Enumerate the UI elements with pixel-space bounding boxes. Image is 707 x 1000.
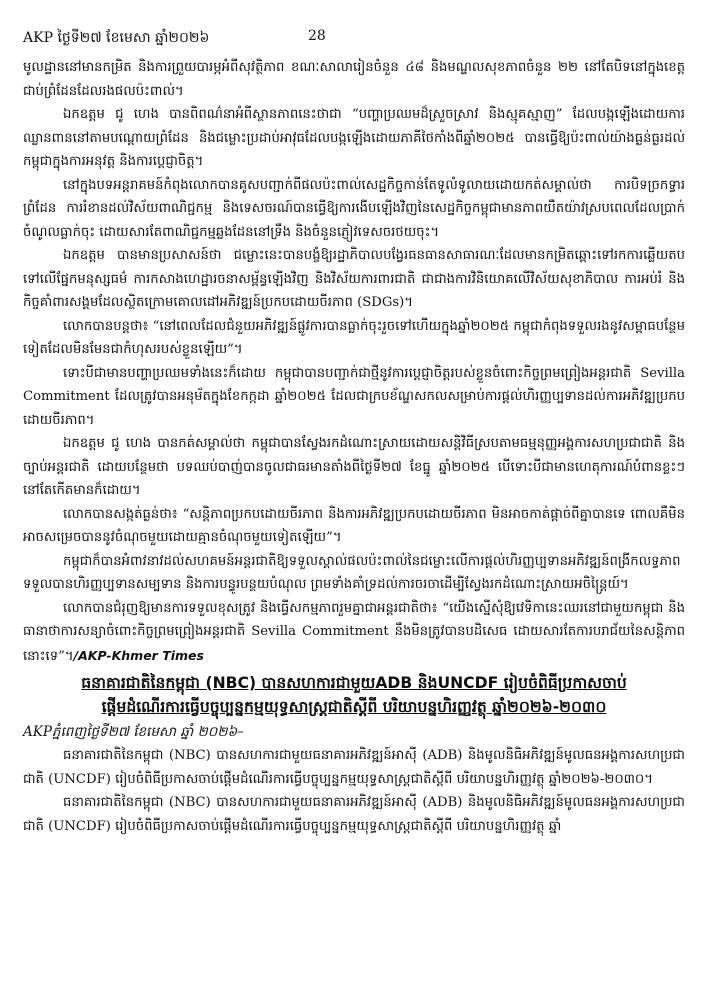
paragraph-8: លោកបានសង្កត់ធ្ងន់ថា៖ “សន្តិភាពប្រកបដោយចីរភាព និងការអភិវឌ្ឍប្រកបដោយចីរភាព មិនអាចកាត់ផ្តាច់ពីគ្នាបានទេ ពោលគឺមិនអាចសម្រេចបាននូវចំណុចមួយដោយគ្មានចំណុចមួយទៀតឡើយ”។ xyxy=(23,506,685,545)
page-number: 28 xyxy=(308,28,326,44)
paragraph-10 xyxy=(23,597,685,669)
paragraph-10-text: លោកបានជំរុញឱ្យមានការទទួលខុសត្រូវ និងធ្វើសកម្មភាពរួមគ្នាជាអន្តរជាតិថា៖ “យើងស្នើសុំឱ្យវេទិកានេះឈរនៅជាមួយកម្ពុជា និងធានាថាការសន្យាចំពោះកិច្ចព្រមព្រៀងអន្តរជាតិ Sevilla Commitment នឹងមិនត្រូវបានបដិសេធ ដោយសារតែការបរាជ័យនៃសន្តិភាពនោះទេ”។ xyxy=(23,600,685,664)
paragraph-3: នៅក្នុងបទអន្តរាគមន៍កំពុងលោកបានគូសបញ្ជាក់ពីផលប៉ះពាល់សេដ្ឋកិច្ចកាន់តែទូលំទូលាយដោយកត់សម្គាល់ថា ការបិទច្រកទ្វារព្រំដែន ការរំខានដល់វិស័យពាណិជ្ជកម្ម និងទេសចរណ៍បានធ្វើឱ្យការងើបឡើងវិញនៃសេដ្ឋកិច្ចកម្ពុជាមានភាពយឺតយ៉ាវស្របពេលដែលប្រាក់ចំណូលធ្លាក់ចុះ ដោយសារតែពាណិជ្ជកម្មឆ្លងដែននៅទ្រឹង និងចំនួនភ្ញៀវទេសចរថយចុះ។ xyxy=(23,177,685,240)
header-date: AKP ថ្ងៃទី២៧ ខែមេសា ឆ្នាំ២០២៦ xyxy=(23,30,210,46)
paragraph-1: មូលដ្ឋាននៅមានកម្រិត និងការព្រួយបារម្ភអំពីសុវត្ថិភាព ខណៈសាលារៀនចំនួន ៤៨ និងមណ្ឌលសុខភាពចំនួន ២២ នៅតែបិទនៅក្នុងខេត្តជាប់ព្រំដែនដែលរងផលប៉ះពាល់។ xyxy=(23,60,685,99)
paragraph-2: ឯកឧត្តម ជូ ហេង បានពិពណ៌នាអំពីស្ថានភាពនេះថាជា “បញ្ហាប្រឈមដ៏ស្រួចស្រាវ និងស្មុគស្មាញ” ដែលបង្កឡើងដោយការឈ្លានពាននៅតាមបណ្តោយព្រំដែន និងជម្លោះប្រដាប់អាវុធដែលបង្កឡើងដោយភាគីថៃកាំងពីឆ្នាំ២០២៥ បានធ្វើឱ្យប៉ះពាល់យ៉ាងធ្ងន់ធ្ងរដល់កម្ពុជាក្នុងការអនុវត្ត និងការបេ្តជ្ញាចិត្ត។ xyxy=(23,107,685,169)
paragraph-7: ឯកឧត្តម ជូ ហេង បានកត់សម្គាល់ថា កម្ពុជាបានស្វែងរកដំណោះស្រាយដោយសន្តិវិធីស្របតាមធម្មនុញ្ញអង្គការសហប្រជាជាតិ និងច្បាប់អន្តរជាតិ ដោយបន្ថែមថា បទឈប់បាញ់បានចូលជាធរមានតាំងពីថ្ងៃទី២៧ ខែធ្នូ ឆ្នាំ២០២៥ បើទោះបីជាមានហេតុការណ៍បំពានខ្លះៗនៅតែកើតមានក៏ដោយ។ xyxy=(23,436,685,498)
article-source: /AKP-Khmer Times xyxy=(73,647,204,663)
page-header xyxy=(23,28,683,52)
article-dateline: AKPភ្នំពេញថ្ងៃទី២៧ ខែមេសា ឆ្នាំ ២០២៦– xyxy=(23,724,244,740)
article-body xyxy=(23,56,685,838)
article2-paragraph-1: ធនាគារជាតិនៃកម្ពុជា (NBC) បានសហការជាមួយធនាគារអភិវឌ្ឍន៍អាស៊ី (ADB) និងមូលនិធិអភិវឌ្ឍន៍មូលធនអង្គការសហប្រជាជាតិ (UNCDF) រៀបចំពិធីប្រកាសចាប់ផ្តើមដំណើរការធ្វើបច្ចុប្បន្នកម្មយុទ្ធសាស្ត្រជាតិស្តីពី បរិយាបន្នហិរញ្ញវត្ថុ ឆ្នាំ២០២៦-២០៣០។ xyxy=(23,748,685,787)
paragraph-5: លោកបានបន្តថា៖ “នៅពេលដែលជំនួយអភិវឌ្ឍន៍ផ្លូវការបានធ្លាក់ចុះរួចទៅហើយក្នុងឆ្នាំ២០២៥ កម្ពុជាកំពុងទទួលរងនូវសម្ពាធបន្ថែមទៀតដែលមិនមែនជាកំហុសរបស់ខ្លួនឡើយ”។ xyxy=(23,318,685,357)
paragraph-9: កម្ពុជាក៏បានអំពាវនាវដល់សហគមន៍អន្តរជាតិឱ្យទទួលស្គាល់ផលប៉ះពាល់នៃជម្លោះលើការផ្តល់ហិរញ្ញប្បទានអភិវឌ្ឍន៍ពង្រីកលទ្ធភាពទទួលបានហិរញ្ញប្បទានសម្បទាន និងការបន្ធូរបន្ថយបំណុល ព្រមទាំងគាំទ្រដល់ការចរចាដើម្បីស្វែងរកដំណោះស្រាយអចិន្ត្រៃយ៍។ xyxy=(23,553,681,592)
article-headline xyxy=(23,671,685,719)
paragraph-6: ទោះបីជាមានបញ្ហាប្រឈមទាំងនេះក៏ដោយ កម្ពុជាបានបញ្ជាក់ជាថ្មីនូវការប្តេជ្ញាចិត្តរបស់ខ្លួនចំពោះកិច្ចព្រមព្រៀងអន្តរជាតិ Sevilla Commitment ដែលត្រូវបានអនុម័តក្នុងខែកក្កដា ឆ្នាំ២០២៥ ដែលជាក្របខ័ណ្ឌសកលសម្រាប់ការផ្តល់ហិរញ្ញប្បទានដល់ការអភិវឌ្ឍប្រកបដោយចីរភាព។ xyxy=(23,365,685,428)
paragraph-4: ឯកឧត្តម បានមានប្រសាសន៍ថា ជម្លោះនេះបានបង្ខំឱ្យរដ្ឋាភិបាលបង្វែរធនធានសាធារណៈដែលមានកម្រិតឆ្ពោះទៅរកការឆ្លើយតបទៅលើផ្នែកមនុស្សធម៌ ការកសាងហេដ្ឋារចនាសម្ព័ន្ធឡើងវិញ និងវិស័យការពារជាតិ ជាជាងការវិនិយោគលើវិស័យសុខាភិបាល ការអប់រំ និងកិច្ចគាំពារសង្គមដែលស្ថិតក្រោមគោលដៅអភិវឌ្ឍន៍ប្រកបដោយចីរភាព (SDGs)។ xyxy=(23,248,685,310)
headline-line-2: ផ្តើមដំណើរការធ្វើបច្ចុប្បន្នកម្មយុទ្ធសាស្ត្រជាតិស្តីពី បរិយាបន្នហិរញ្ញវត្ថុ ឆ្នាំ២០២៦-២០៣០ xyxy=(101,698,607,716)
article2-paragraph-2: ធនាគារជាតិនៃកម្ពុជា (NBC) បានសហការជាមួយធនាគារអភិវឌ្ឍន៍អាស៊ី (ADB) និងមូលនិធិអភិវឌ្ឍន៍មូលធនអង្គការសហប្រជាជាតិ (UNCDF) រៀបចំពិធីប្រកាសចាប់ផ្តើមដំណើរការធ្វើបច្ចុប្បន្នកម្មយុទ្ធសាស្ត្រជាតិស្តីពី បរិយាបន្នហិរញ្ញវត្ថុ ឆ្នាំ xyxy=(23,795,685,834)
headline-line-1: ធនាគារជាតិនៃកម្ពុជា (NBC) បានសហការជាមួយADB និងUNCDF រៀបចំពិធីប្រកាសចាប់ xyxy=(81,674,627,692)
